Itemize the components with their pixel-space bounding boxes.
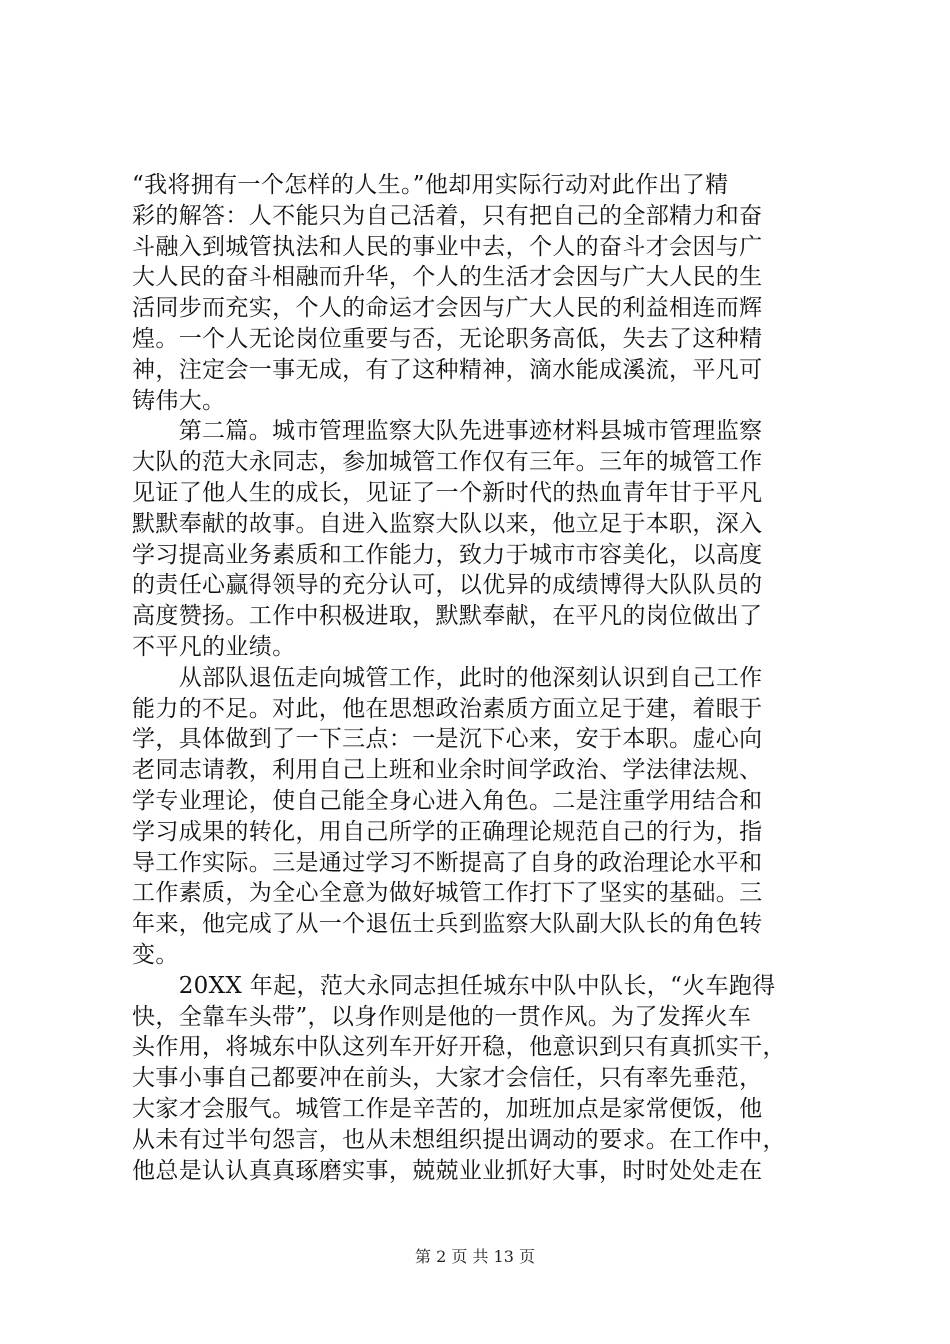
paragraph-line: 煌。一个人无论岗位重要与否，无论职务高低，失去了这种精 [132,325,763,352]
paragraph-line: 20XX 年起，范大永同志担任城东中队中队长，“火车跑得 [132,972,776,999]
paragraph-line: 学，具体做到了一下三点：一是沉下心来，安于本职。虚心向 [132,726,763,753]
paragraph-line: 工作素质，为全心全意为做好城管工作打下了坚实的基础。三 [132,880,763,907]
page-footer: 第 2 页 共 13 页 [415,1247,535,1266]
paragraph-line: 的责任心赢得领导的充分认可，以优异的成绩博得大队队员的 [132,572,763,599]
paragraph-line: 老同志请教，利用自己上班和业余时间学政治、学法律法规、 [132,757,763,784]
paragraph-line: 大队的范大永同志，参加城管工作仅有三年。三年的城管工作 [132,449,763,476]
paragraph-line: 能力的不足。对此，他在思想政治素质方面立足于建，着眼于 [132,695,763,722]
paragraph-line: 年来，他完成了从一个退伍士兵到监察大队副大队长的角色转 [132,911,763,938]
paragraph-line: 神，注定会一事无成，有了这种精神，滴水能成溪流，平凡可 [132,356,763,383]
paragraph-line: 快，全靠车头带”，以身作则是他的一贯作风。为了发挥火车 [132,1003,752,1030]
document-body [132,170,832,1186]
paragraph-line: 斗融入到城管执法和人民的事业中去，个人的奋斗才会因与广 [132,233,763,260]
paragraph-line: 铸伟大。 [132,387,226,414]
paragraph-line: 从部队退伍走向城管工作，此时的他深刻认识到自己工作 [132,664,763,691]
paragraph-line: 大人民的奋斗相融而升华，个人的生活才会因与广大人民的生 [132,264,763,291]
paragraph-line: 他总是认认真真琢磨实事，兢兢业业抓好大事，时时处处走在 [132,1157,763,1184]
paragraph-line: 活同步而充实，个人的命运才会因与广大人民的利益相连而辉 [132,295,763,322]
paragraph-line: 变。 [132,941,179,968]
paragraph-line: 不平凡的业绩。 [132,633,296,660]
paragraph-line: 学习成果的转化，用自己所学的正确理论规范自己的行为，指 [132,818,763,845]
paragraph-line: “我将拥有一个怎样的人生。”他却用实际行动对此作出了精 [132,172,729,198]
paragraph-line: 头作用，将城东中队这列车开好开稳，他意识到只有真抓实干， [132,1034,786,1061]
paragraph-line: 见证了他人生的成长，见证了一个新时代的热血青年甘于平凡 [132,479,763,506]
paragraph-line: 导工作实际。三是通过学习不断提高了自身的政治理论水平和 [132,849,763,876]
paragraph-line: 学专业理论，使自己能全身心进入角色。二是注重学用结合和 [132,787,763,814]
paragraph-line: 高度赞扬。工作中积极进取，默默奉献，在平凡的岗位做出了 [132,603,763,630]
paragraph-line: 默默奉献的故事。自进入监察大队以来，他立足于本职，深入 [132,510,763,537]
paragraph-line: 从未有过半句怨言，也从未想组织提出调动的要求。在工作中， [132,1126,786,1153]
paragraph-line: 第二篇。城市管理监察大队先进事迹材料县城市管理监察 [132,418,763,445]
paragraph-line: 学习提高业务素质和工作能力，致力于城市市容美化，以高度 [132,541,763,568]
paragraph-line: 彩的解答：人不能只为自己活着，只有把自己的全部精力和奋 [132,202,763,229]
paragraph-line: 大事小事自己都要冲在前头，大家才会信任，只有率先垂范， [132,1065,763,1092]
paragraph-line: 大家才会服气。城管工作是辛苦的，加班加点是家常便饭，他 [132,1095,763,1122]
